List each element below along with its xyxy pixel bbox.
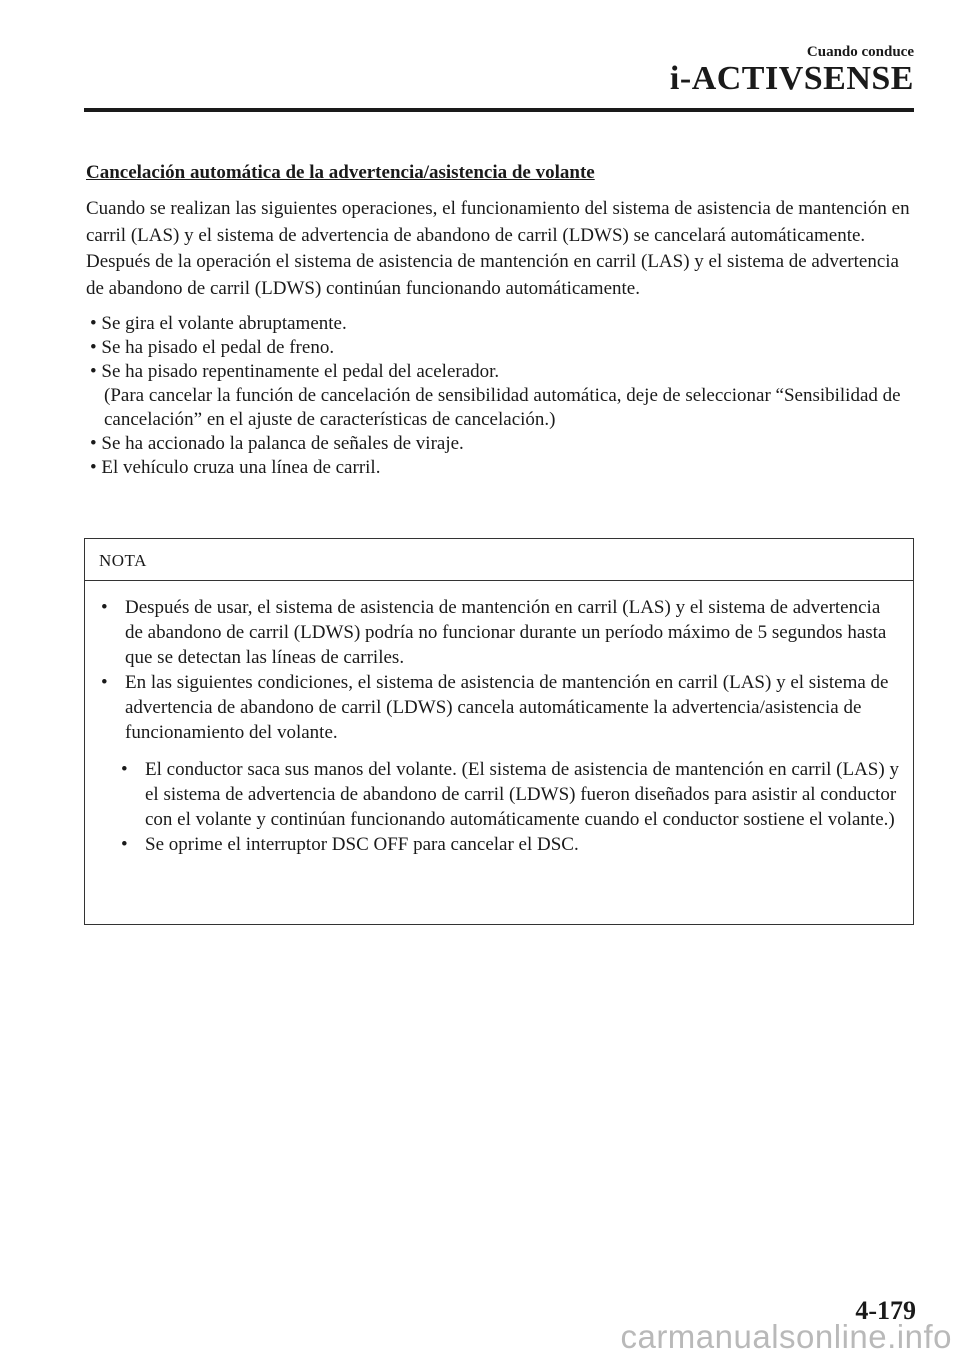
note-subitem-text: El conductor saca sus manos del volante. (El sistema de asistencia de mantención en carril (LAS) y el sistema de advertencia de abandono de carril (LDWS) fueron diseñados para asistir al conductor con el volante y continúan funcionando automáticamente cuando el conductor sostiene el volante.) bbox=[145, 759, 899, 830]
section-title: Cancelación automática de la advertencia/asistencia de volante bbox=[86, 162, 595, 183]
list-item: • Se ha pisado el pedal de freno. bbox=[90, 337, 335, 358]
note-subitem bbox=[121, 757, 901, 832]
list-item-note bbox=[90, 384, 916, 432]
bullet-icon: • bbox=[121, 834, 128, 855]
bullet-icon: • bbox=[101, 597, 108, 618]
note-item-text: En las siguientes condiciones, el sistema de asistencia de mantención en carril (LAS) y el sistema de advertencia de abandono de carril (LDWS) cancela automáticamente la advertencia/asistencia de funcionamiento del volante. bbox=[125, 672, 889, 743]
intro-paragraph: Cuando se realizan las siguientes operaciones, el funcionamiento del sistema de asistencia de mantención en carril (LAS) y el sistema de advertencia de abandono de carril (LDWS) se cancelará automáticamente. Después de la operación el sistema de asistencia de mantención en carril (LAS) y el sistema de advertencia de abandono de carril (LDWS) continúan funcionando automáticamente. bbox=[86, 198, 910, 299]
note-body bbox=[85, 581, 913, 857]
note-subitem-text: Se oprime el interruptor DSC OFF para cancelar el DSC. bbox=[145, 834, 579, 855]
note-item bbox=[101, 595, 901, 670]
section-heading: i-ACTIVSENSE bbox=[669, 60, 914, 97]
note-heading: NOTA bbox=[85, 539, 913, 581]
list-item: • Se ha accionado la palanca de señales de viraje. bbox=[90, 433, 464, 454]
note-item bbox=[101, 670, 901, 745]
list-item: • Se ha pisado repentinamente el pedal del acelerador. bbox=[90, 361, 500, 382]
page-number: 4-179 bbox=[855, 1296, 916, 1325]
operations-list bbox=[86, 312, 916, 480]
list-item: • El vehículo cruza una línea de carril. bbox=[90, 457, 381, 478]
chapter-label: Cuando conduce bbox=[806, 44, 914, 60]
list-item: • Se gira el volante abruptamente. bbox=[90, 313, 347, 334]
main-content bbox=[86, 160, 916, 480]
list-item-continuation: (Para cancelar la función de cancelación de sensibilidad automática, deje de seleccionar “Sensibilidad de cancelación” en el ajuste de características de cancelación.) bbox=[104, 385, 901, 430]
bullet-icon: • bbox=[101, 672, 108, 693]
header-divider bbox=[84, 108, 914, 112]
note-box bbox=[84, 538, 914, 925]
note-sublist bbox=[101, 757, 901, 857]
watermark: carmanualsonline.info bbox=[620, 1318, 952, 1355]
note-item-text: Después de usar, el sistema de asistencia de mantención en carril (LAS) y el sistema de advertencia de abandono de carril (LDWS) podría no funcionar durante un período máximo de 5 segundos hasta que se detectan las líneas de carriles. bbox=[125, 597, 887, 668]
note-subitem bbox=[121, 832, 901, 857]
bullet-icon: • bbox=[121, 759, 128, 780]
